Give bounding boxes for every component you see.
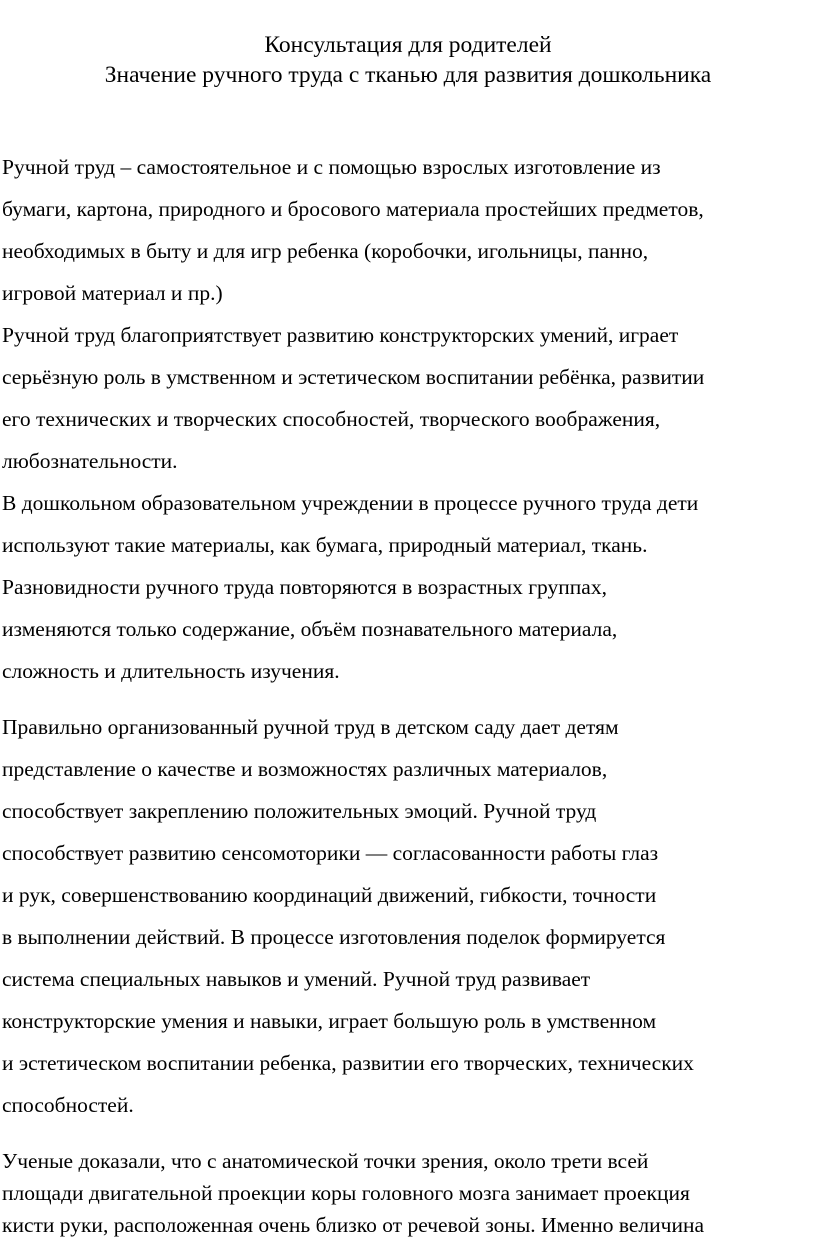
paragraph-1-line-1: Ручной труд – самостоятельное и с помощью взрослых изготовление из [2, 155, 661, 179]
paragraph-3-line-1: В дошкольном образовательном учреждении в процессе ручного труда дети [2, 491, 699, 515]
paragraph-5-line-2: площади двигательной проекции коры головного мозга занимает проекция [2, 1181, 690, 1205]
paragraph-3-line-4: изменяются только содержание, объём познавательного материала, [2, 617, 618, 641]
paragraph-5-line-1: Ученые доказали, что с анатомической точки зрения, около трети всей [2, 1149, 649, 1173]
paragraph-2-line-1: Ручной труд благоприятствует развитию конструкторских умений, играет [2, 323, 679, 347]
paragraph-3-line-5: сложность и длительность изучения. [2, 659, 340, 683]
title-line-1: Консультация для родителей [264, 32, 552, 58]
paragraph-4-line-10: способностей. [2, 1093, 134, 1117]
paragraph-4-line-4: способствует развитию сенсомоторики — согласованности работы глаз [2, 841, 659, 865]
paragraph-1-line-3: необходимых в быту и для игр ребенка (коробочки, игольницы, панно, [2, 239, 649, 263]
paragraph-4-line-3: способствует закреплению положительных эмоций. Ручной труд [2, 799, 597, 823]
paragraph-1-line-4: игровой материал и пр.) [2, 281, 223, 305]
paragraph-2-line-3: его технических и творческих способностей, творческого воображения, [2, 407, 661, 431]
paragraph-2-line-4: любознательности. [2, 449, 178, 473]
paragraph-5-line-3: кисти руки, расположенная очень близко от речевой зоны. Именно величина [2, 1213, 705, 1237]
paragraph-4-line-8: конструкторские умения и навыки, играет большую роль в умственном [2, 1009, 657, 1033]
paragraph-1-line-2: бумаги, картона, природного и бросового материала простейших предметов, [2, 197, 704, 221]
title-line-2: Значение ручного труда с тканью для развития дошкольника [104, 62, 712, 88]
paragraph-4-line-7: система специальных навыков и умений. Ручной труд развивает [2, 967, 591, 991]
paragraph-4-line-5: и рук, совершенствованию координаций движений, гибкости, точности [2, 883, 657, 907]
paragraph-3-line-2: используют такие материалы, как бумага, природный материал, ткань. [2, 533, 648, 557]
paragraph-4-line-6: в выполнении действий. В процессе изготовления поделок формируется [2, 925, 666, 949]
paragraph-2-line-2: серьёзную роль в умственном и эстетическом воспитании ребёнка, развитии [2, 365, 705, 389]
paragraph-4-line-2: представление о качестве и возможностях различных материалов, [2, 757, 608, 781]
paragraph-4-line-9: и эстетическом воспитании ребенка, развитии его творческих, технических [2, 1051, 694, 1075]
paragraph-3-line-3: Разновидности ручного труда повторяются в возрастных группах, [2, 575, 607, 599]
document-title [0, 30, 816, 90]
paragraph-4-line-1: Правильно организованный ручной труд в детском саду дает детям [2, 715, 619, 739]
